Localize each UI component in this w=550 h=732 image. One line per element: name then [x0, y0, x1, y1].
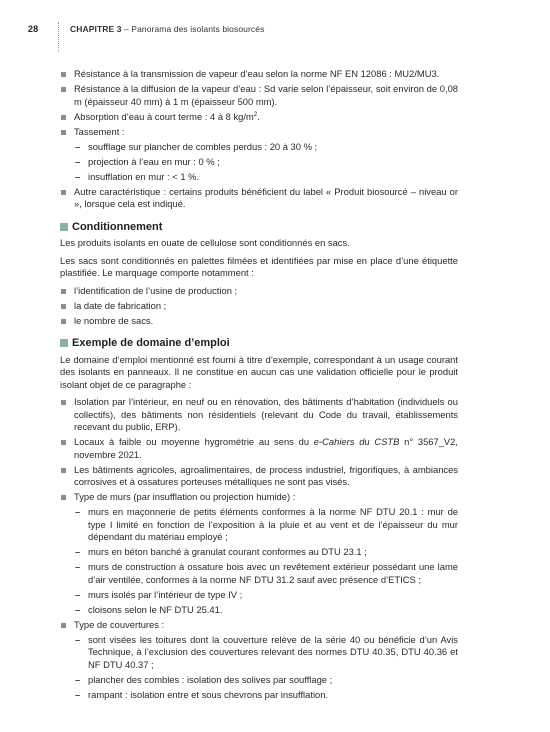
sub-list-item: – murs de construction à ossature bois avec un revêtement extérieur possédant une lame d’air ventilée, conformes à la norme NF DTU 31.2 sauf avec présence d’ETICS ; [60, 561, 458, 586]
sub-list-item: – murs en béton banché à granulat courant conformes au DTU 23.1 ; [60, 546, 458, 559]
sub-list-item: – rampant : isolation entre et sous chevrons par insufflation. [60, 689, 458, 702]
list-item: Résistance à la transmission de vapeur d’eau selon la norme NF EN 12086 : MU2/MU3. [60, 68, 458, 81]
list-item: Isolation par l’intérieur, en neuf ou en rénovation, des bâtiments d’habitation (individuels ou collectifs), des bâtiments non résidentiels (relevant du Code du travail, établissements recevant du public, ERP). [60, 396, 458, 434]
paragraph: Les produits isolants en ouate de cellulose sont conditionnés en sacs. [60, 237, 350, 248]
list-item: Les bâtiments agricoles, agroalimentaires, de process industriel, frigorifiques, à ambiances corrosives et à ossatures porteuses métalliques ne sont pas visés. [60, 464, 458, 489]
list-item: Résistance à la diffusion de la vapeur d’eau : Sd varie selon l’épaisseur, soit environ de 0,08 m (épaisseur 40 mm) à 1 m (épaisseur 500 mm). [60, 83, 458, 108]
marking-list [60, 285, 458, 328]
page-header [28, 14, 264, 44]
sub-list-item: – cloisons selon le NF DTU 25.41. [60, 604, 458, 617]
sub-list-item: – insufflation en mur : < 1 %. [60, 171, 458, 184]
list-item: Tassement : [60, 126, 458, 139]
sub-list-item: – soufflage sur plancher de combles perdus : 20 à 30 % ; [60, 141, 458, 154]
sub-list-item: – projection à l’eau en mur : 0 % ; [60, 156, 458, 169]
paragraph: Le domaine d’emploi mentionné est fourni à titre d’exemple, correspondant à un usage courant des isolants en panneaux. Il ne constitue en aucun cas une validation officielle pour le produit isolant objet de ce paragraphe : [60, 353, 458, 390]
sub-list-item: – murs isolés par l’intérieur de type IV ; [60, 589, 458, 602]
heading-square-icon [60, 223, 68, 231]
section-heading-exemple: Exemple de domaine d’emploi [60, 337, 458, 350]
sub-list-item: – murs en maçonnerie de petits éléments conformes à la norme NF DTU 20.1 : mur de type I limité en fonction de l’exposition à la pluie et au vent et de l’épaisseur du mur dépendant du matériau employé ; [60, 506, 458, 544]
page-number: 28 [28, 24, 39, 34]
list-item: le nombre de sacs. [60, 315, 458, 328]
list-item: l’identification de l’usine de production ; [60, 285, 458, 298]
list-item: Type de couvertures : [60, 619, 458, 632]
chapter-title [70, 24, 264, 34]
list-item: Type de murs (par insufflation ou projection humide) : [60, 491, 458, 504]
chapter-label: CHAPITRE 3 [70, 24, 122, 34]
properties-list [60, 68, 458, 211]
chapter-name: – Panorama des isolants biosourcés [121, 24, 265, 34]
sub-list-item: – sont visées les toitures dont la couverture relève de la série 40 ou bénéficie d’un Avis Technique, à l’exclusion des couvertures relevant des normes DTU 40.35, DTU 40.36 et NF DTU 40.37 ; [60, 634, 458, 672]
list-item: Absorption d’eau à court terme : 4 à 8 $kg/m^2$. [60, 111, 458, 124]
list-item: Autre caractéristique : certains produits bénéficient du label « Produit biosourcé – niveau or », lorsque cela est indiqué. [60, 186, 458, 211]
usage-list [60, 396, 458, 701]
list-item: Locaux à faible ou moyenne hygrométrie au sens du e-Cahiers du CSTB n° 3567_V2, novembre 2021. [60, 436, 458, 461]
heading-square-icon [60, 339, 68, 347]
header-divider [58, 22, 60, 52]
section-heading-conditionnement: Conditionnement [60, 221, 458, 234]
paragraph: Les sacs sont conditionnés en palettes filmées et identifiées par mise en place d’une étiquette plastifiée. Le marquage comporte notamment : [60, 254, 458, 278]
sub-list-item: – plancher des combles : isolation des solives par soufflage ; [60, 674, 458, 687]
list-item: la date de fabrication ; [60, 300, 458, 313]
page-content [60, 68, 458, 704]
